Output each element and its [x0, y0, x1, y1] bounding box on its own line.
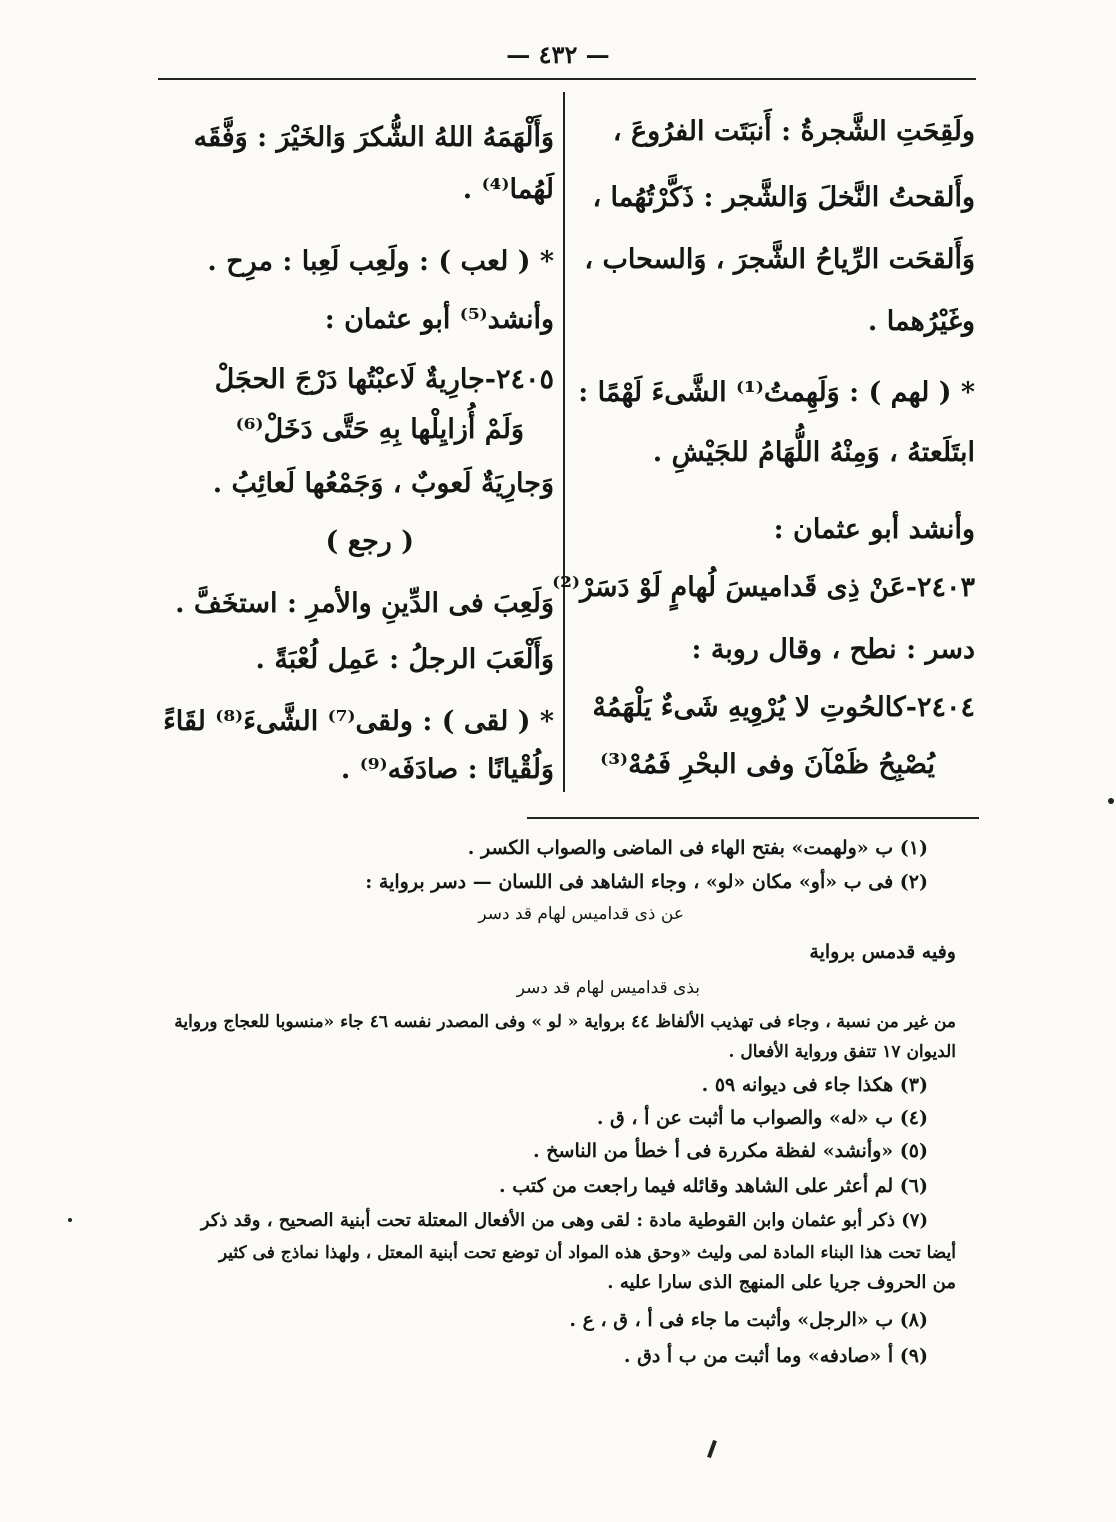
scan-speck	[68, 1218, 72, 1222]
page-number: — ٤٣٢ —	[506, 40, 610, 69]
verse-2405-cont: وَلَمْ أُزايِلْها بِهِ حَتَّى دَخَلْ⁽⁶⁾	[235, 414, 524, 445]
footnote-4: (٤) ب «له» والصواب ما أثبت عن أ ، ق .	[596, 1107, 928, 1129]
left-line: * ( لعب ) : ولَعِب لَعِبا : مرِح .	[207, 246, 554, 277]
footnote-8: (٨) ب «الرجل» وأثبت ما جاء فى أ ، ق ، ع .	[569, 1309, 928, 1331]
footnote-5: (٥) «وأنشد» لفظة مكررة فى أ خطأ من الناسخ .	[533, 1140, 928, 1162]
left-line: وَلَعِبَ فى الدِّينِ والأمرِ : استخَفَّ .	[175, 588, 554, 619]
left-line: لَهُما⁽⁴⁾ .	[462, 174, 554, 205]
footnote-7-line: أيضا تحت هذا البناء المادة لمى وليث «وحق هذه المواد أن توضع تحت أبنية المعتل ، ولهذا نماذج فى كثير	[218, 1243, 956, 1263]
right-line: وأنشد أبو عثمان :	[773, 514, 975, 545]
right-line: وَأَلقحَت الرِّياحُ الشَّجرَ ، وَالسحاب ،	[584, 244, 975, 275]
column-divider	[563, 92, 565, 792]
verse-2404-cont: يُصْبِحُ ظَمْآنَ وفى البحْرِ فَمُهْ⁽³⁾	[600, 749, 935, 780]
right-line: دسر : نطح ، وقال روبة :	[691, 634, 975, 665]
right-line: * ( لهم ) : وَلَهِمتُ⁽¹⁾ الشَّىءَ لَهْمًا :	[578, 377, 975, 408]
footnote-3: (٣) هكذا جاء فى ديوانه ٥٩ .	[701, 1074, 928, 1096]
pen-mark	[707, 1440, 717, 1458]
verse-2405: ٢٤٠٥-جارِيةٌ لَاعبْتُها دَرْجَ الحجَلْ	[214, 364, 554, 395]
left-line: وَأَلْهَمَهُ اللهُ الشُّكرَ وَالخَيْرَ : وَفَّقَه	[193, 122, 554, 153]
scan-speck	[1108, 798, 1114, 804]
footnote-2-quote: بذى قداميس لهام قد دسر	[516, 978, 700, 998]
left-line: وَلُقْيانًا : صادَفَه⁽⁹⁾ .	[340, 754, 554, 785]
section-heading: ( رجع )	[325, 526, 414, 557]
footnote-7: (٧) ذكر أبو عثمان وابن القوطية مادة : لقى وهى من الأفعال المعتلة تحت أبنية الصحيح ، وقد ذكر	[200, 1210, 928, 1231]
footnote-1: (١) ب «ولهمت» بفتح الهاء فى الماضى والصواب الكسر .	[467, 837, 928, 859]
left-line: وَأَلْعَبَ الرجلُ : عَمِل لُعْبَةً .	[255, 644, 554, 675]
left-line: وَجارِيَةٌ لَعوبٌ ، وَجَمْعُها لَعائِبُ .	[212, 468, 554, 499]
right-line: ولَقِحَتِ الشَّجرةُ : أَنبَتَت الفرُوعَ ،	[612, 116, 975, 147]
footnote-2-line: وفيه قدمس برواية	[809, 941, 956, 963]
left-line: وأنشد⁽⁵⁾ أبو عثمان :	[324, 304, 554, 335]
footnote-2-line: الديوان ١٧ تتفق ورواية الأفعال .	[728, 1042, 956, 1062]
footnote-9: (٩) أ «صادفه» وما أثبت من ب أ دق .	[623, 1345, 928, 1367]
footnote-2: (٢) فى ب «أو» مكان «لو» ، وجاء الشاهد فى اللسان — دسر برواية :	[365, 871, 928, 893]
right-line: وغَيْرُهما .	[867, 306, 975, 337]
footnote-2-quote: عن ذى قداميس لهام قد دسر	[478, 904, 684, 924]
footnote-7-line: من الحروف جريا على المنهج الذى سارا عليه .	[607, 1272, 956, 1293]
verse-2404: ٢٤٠٤-كالحُوتِ لا يُرْوِيهِ شَىءٌ يَلْهَمُهْ	[592, 692, 975, 723]
right-line: وأَلقحتُ النَّخلَ وَالشَّجر : ذَكَّرْتُهُما ،	[592, 182, 975, 213]
footnote-6: (٦) لم أعثر على الشاهد وقائله فيما راجعت من كتب .	[499, 1175, 928, 1197]
left-column	[162, 0, 554, 800]
footnote-separator	[527, 817, 979, 819]
footnote-2-line: من غير من نسبة ، وجاء فى تهذيب الألفاظ ٤٤ برواية « لو » وفى المصدر نفسه ٤٦ جاء «منسوبا للعجاج ورواية	[174, 1012, 956, 1032]
left-line: * ( لقى ) : ولقى⁽⁷⁾ الشَّىءَ⁽⁸⁾ لقَاءً	[163, 706, 554, 737]
verse-2403: ٢٤٠٣-عَنْ ذِى قَداميسَ لُهامٍ لَوْ دَسَرْ⁽²⁾	[552, 572, 975, 603]
right-line: ابتَلَعتهُ ، وَمِنْهُ اللُّهَامُ للجَيْشِ .	[652, 437, 975, 468]
